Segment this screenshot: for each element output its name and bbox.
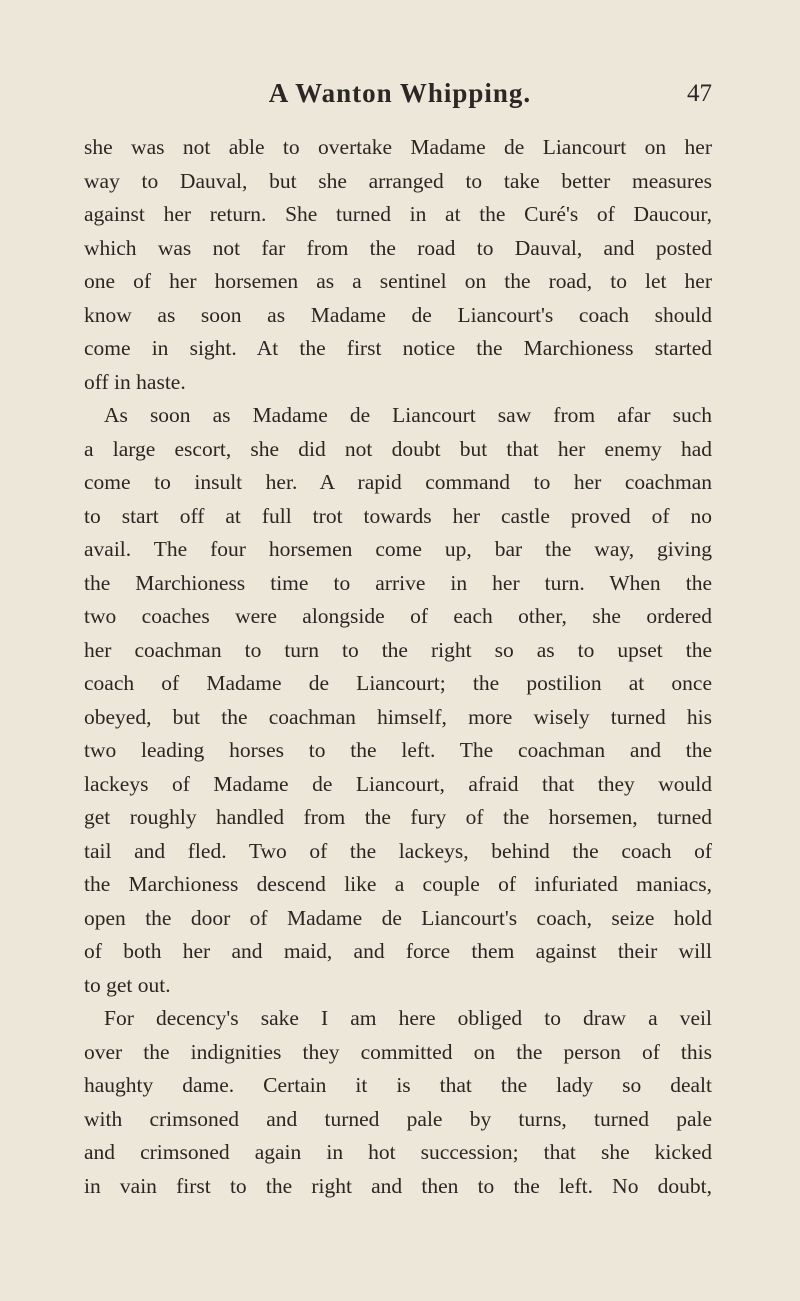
running-title: A Wanton Whipping.: [268, 78, 532, 108]
text-line: lackeys of Madame de Liancourt, afraid that they would: [84, 771, 712, 796]
text-line: two coaches were alongside of each other, she ordered: [84, 604, 712, 628]
text-line: of both her and maid, and force them against their will: [84, 939, 712, 963]
text-line: coach of Madame de Liancourt; the postilion at once: [84, 671, 712, 695]
text-line: the Marchioness time to arrive in her turn. When the: [84, 570, 712, 595]
text-line: For decency's sake I am here obliged to draw a veil: [104, 1006, 712, 1030]
text-line: one of her horsemen as a sentinel on the road, to let her: [84, 269, 712, 293]
running-head: [0, 76, 800, 112]
text-line: two leading horses to the left. The coachman and the: [84, 738, 712, 762]
text-line: haughty dame. Certain it is that the lady so dealt: [84, 1073, 712, 1097]
text-line: off in haste.: [84, 369, 186, 394]
text-line: get roughly handled from the fury of the horsemen, turned: [84, 805, 712, 829]
text-line: over the indignities they committed on the person of this: [84, 1039, 712, 1064]
text-line: against her return. She turned in at the Curé's of Daucour,: [84, 202, 712, 226]
text-line: way to Dauval, but she arranged to take better measures: [84, 168, 712, 193]
text-line: she was not able to overtake Madame de Liancourt on her: [84, 135, 712, 159]
text-line: avail. The four horsemen come up, bar the way, giving: [84, 537, 712, 561]
page-number: 47: [687, 80, 712, 107]
text-line: which was not far from the road to Dauval, and posted: [84, 235, 712, 260]
text-line: to get out.: [84, 972, 171, 997]
text-line: with crimsoned and turned pale by turns, turned pale: [84, 1106, 712, 1131]
text-line: her coachman to turn to the right so as to upset the: [84, 637, 712, 662]
text-line: come in sight. At the first notice the Marchioness started: [84, 336, 712, 360]
text-line: to start off at full trot towards her castle proved of no: [84, 503, 712, 528]
text-line: and crimsoned again in hot succession; that she kicked: [84, 1140, 712, 1164]
body-text: [84, 131, 712, 1203]
text-line: in vain first to the right and then to the left. No doubt,: [84, 1173, 712, 1198]
text-line: open the door of Madame de Liancourt's coach, seize hold: [84, 905, 712, 930]
text-line: know as soon as Madame de Liancourt's coach should: [84, 302, 712, 327]
text-line: a large escort, she did not doubt but that her enemy had: [84, 436, 712, 461]
text-line: come to insult her. A rapid command to her coachman: [84, 470, 712, 494]
text-line: As soon as Madame de Liancourt saw from afar such: [104, 403, 712, 427]
text-line: the Marchioness descend like a couple of infuriated maniacs,: [84, 872, 712, 896]
text-line: tail and fled. Two of the lackeys, behind the coach of: [84, 838, 712, 863]
text-line: obeyed, but the coachman himself, more wisely turned his: [84, 704, 712, 729]
